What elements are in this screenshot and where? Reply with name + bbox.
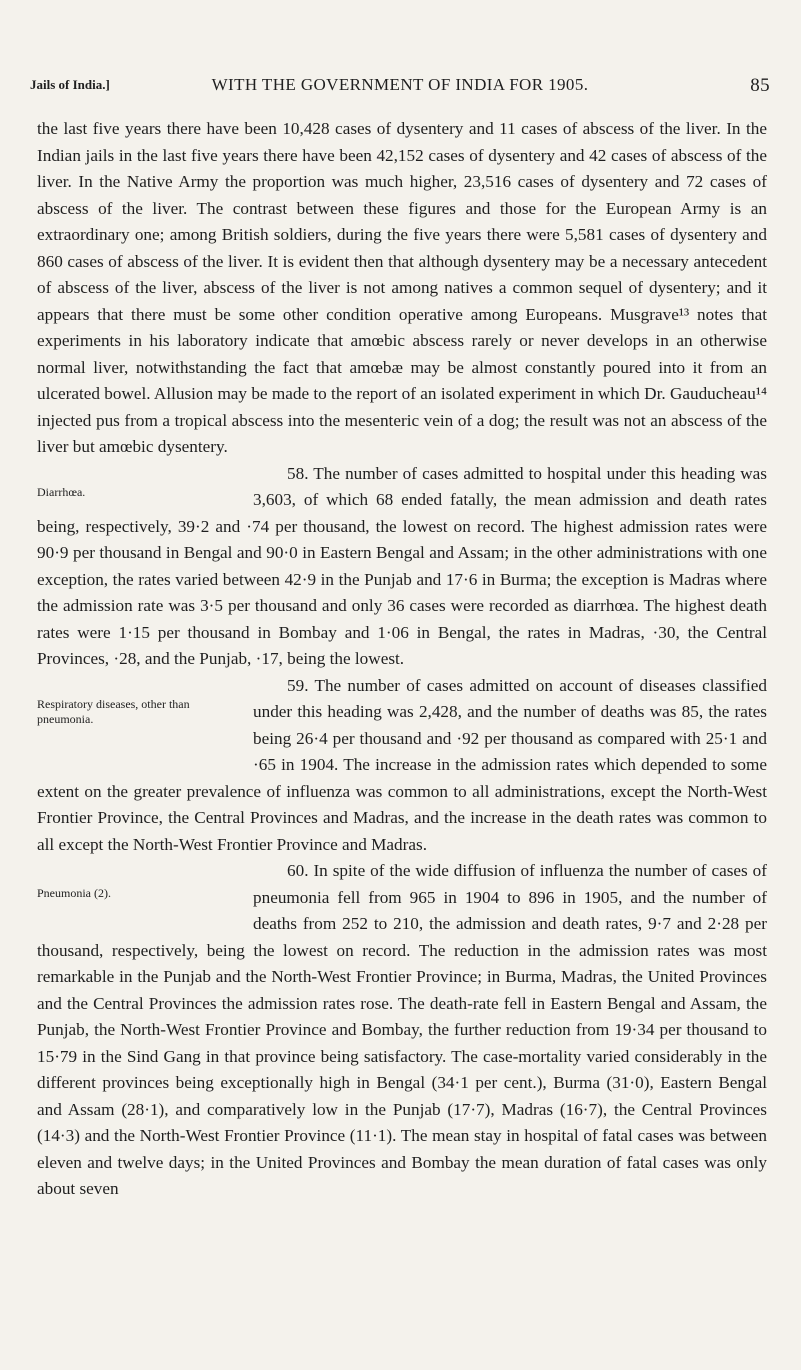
sidenote-pneumonia: Pneumonia (2). <box>37 886 111 900</box>
running-header <box>30 75 770 99</box>
paragraph-59: 59. The number of cases admitted on account of diseases classified under this heading was 2,428, and the number of deaths was 85, the rates being 26·4 per thousand and ·92 per thousand as compared with 25·1 and ·65 in 1904. The increase in the admission rates which depended to some extent on the greater prevalence of influenza was common to all administrations, except the North-West Frontier Province, the Central Provinces and Madras, and the increase in the death rates was common to all except the North-West Frontier Province and Madras. <box>37 675 767 854</box>
sidenote-respiratory: Respiratory diseases, other than pneumonia. <box>37 696 190 726</box>
page-body <box>37 116 767 1203</box>
sidenote-diarrhoea: Diarrhœa. <box>37 484 86 499</box>
header-section: Jails of India.] <box>30 77 110 92</box>
paragraph-58: 58. The number of cases admitted to hospital under this heading was 3,603, of which 68 ended fatally, the mean admission and death rates being, respectively, 39·2 and ·74 per thousand, the lowest on record. The highest admission rates were 90·9 per thousand in Bengal and 90·0 in Eastern Bengal and Assam; in the other administrations with one exception, the rates varied between 42·9 in the Punjab and 17·6 in Burma; the exception is Madras where the admission rate was 3·5 per thousand and only 36 cases were recorded as diarrhœa. The highest death rates were 1·15 per thousand in Bombay and 1·06 in Bengal, the rates in Madras, ·30, the Central Provinces, ·28, and the Punjab, ·17, being the lowest. <box>37 463 767 668</box>
paragraph-60: 60. In spite of the wide diffusion of influenza the number of cases of pneumonia fell from 965 in 1904 to 896 in 1905, and the number of deaths from 252 to 210, the admission and death rates, 9·7 and 2·28 per thousand, respectively, being the lowest on record. The reduction in the admission rates was most remarkable in the Punjab and the North-West Frontier Province; in Burma, Madras, the United Provinces and the Central Provinces the admission rates rose. The death-rate fell in Eastern Bengal and Assam, the Punjab, the North-West Frontier Province and Bombay, the further reduction from 19·34 per thousand to 15·79 in the Sind Gang in that province being satisfactory. The case-mortality varied considerably in the different provinces being exceptionally high in Bengal (34·1 per cent.), Burma (31·0), Eastern Bengal and Assam (28·1), and comparatively low in the Punjab (17·7), Madras (16·7), the Central Provinces (14·3) and the North-West Frontier Province (11·1). The mean stay in hospital of fatal cases was between eleven and twelve days; in the United Provinces and Bombay the mean duration of fatal cases was only about seven <box>37 861 767 1198</box>
paragraph-continued: the last five years there have been 10,428 cases of dysentery and 11 cases of abscess of the liver. In the Indian jails in the last five years there have been 42,152 cases of dysentery and 42 cases of abscess of the liver. In the Native Army the proportion was much higher, 23,516 cases of dysentery and 72 cases of abscess of the liver. The contrast between these figures and those for the European Army is an extraordinary one; among British soldiers, during the five years there were 5,581 cases of dysentery and 860 cases of abscess of the liver. It is evident then that although dysentery may be a necessary antecedent of abscess of the liver, abscess of the liver is not among natives a common sequel of dysentery; and it appears that there must be some other condition operative among Europeans. Musgrave¹³ notes that experiments in his laboratory indicate that amœbic abscess rarely or never develops in an otherwise normal liver, notwithstanding the fact that amœbæ may be almost constantly poured into it from an ulcerated bowel. Allusion may be made to the report of an isolated experiment in which Dr. Gauducheau¹⁴ injected pus from a tropical abscess into the mesenteric vein of a dog; the result was not an abscess of the liver but amœbic dysentery. <box>37 119 767 456</box>
header-title: WITH THE GOVERNMENT OF INDIA FOR 1905. <box>211 75 589 94</box>
page-number: 85 <box>750 75 770 96</box>
